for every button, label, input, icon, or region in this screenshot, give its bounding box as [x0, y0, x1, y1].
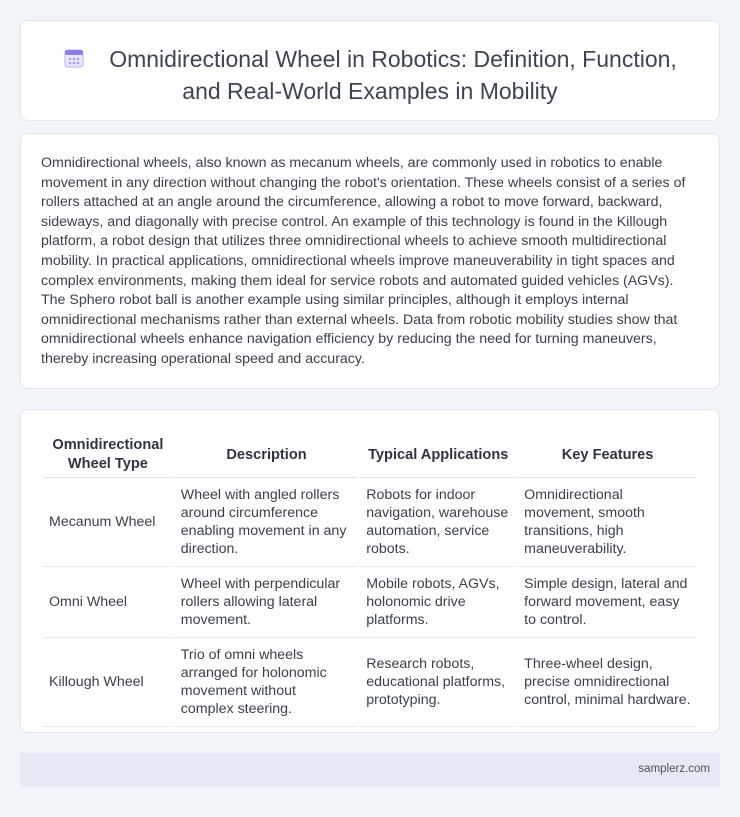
header-card	[20, 20, 720, 121]
column-header-description: Description	[175, 431, 358, 478]
wheel-types-table	[41, 431, 699, 727]
footer-bar	[20, 753, 720, 787]
column-header-type: Omnidirectional Wheel Type	[43, 431, 173, 478]
table-header-row	[43, 431, 697, 478]
cell-description: Wheel with perpendicular rollers allowing lateral movement.	[175, 567, 358, 638]
cell-description: Trio of omni wheels arranged for holonomic movement without complex steering.	[175, 638, 358, 727]
column-header-applications: Typical Applications	[360, 431, 516, 478]
cell-description: Wheel with angled rollers around circumference enabling movement in any direction.	[175, 478, 358, 567]
table-row	[43, 638, 697, 727]
table-row	[43, 567, 697, 638]
cell-features: Three-wheel design, precise omnidirectional control, minimal hardware.	[518, 638, 697, 727]
cell-applications: Mobile robots, AGVs, holonomic drive platforms.	[360, 567, 516, 638]
column-header-features: Key Features	[518, 431, 697, 478]
calendar-icon	[63, 47, 85, 69]
cell-features: Omnidirectional movement, smooth transitions, high maneuverability.	[518, 478, 697, 567]
table-card	[20, 409, 720, 733]
cell-type: Omni Wheel	[43, 567, 173, 638]
intro-paragraph: Omnidirectional wheels, also known as mecanum wheels, are commonly used in robotics to enable movement in any direction without changing the robot's orientation. These wheels consist of a series of rollers attached at an angle around the circumference, allowing a robot to move forward, backward, sideways, and diagonally with precise control. An example of this technology is found in the Killough platform, a robot design that utilizes three omnidirectional wheels to achieve smooth multidirectional mobility. In practical applications, omnidirectional wheels improve maneuverability in tight spaces and complex environments, making them ideal for service robots and automated guided vehicles (AGVs). The Sphero robot ball is another example using similar principles, although it employs internal omnidirectional mechanisms rather than external wheels. Data from robotic mobility studies show that omnidirectional wheels enhance navigation efficiency by reducing the need for turning maneuvers, thereby increasing operational speed and accuracy.	[41, 155, 686, 367]
footer-site-link[interactable]: samplerz.com	[638, 763, 710, 775]
cell-type: Mecanum Wheel	[43, 478, 173, 567]
cell-applications: Robots for indoor navigation, warehouse automation, service robots.	[360, 478, 516, 567]
cell-type: Killough Wheel	[43, 638, 173, 727]
page-title-container	[51, 43, 689, 107]
cell-features: Simple design, lateral and forward movement, easy to control.	[518, 567, 697, 638]
intro-card	[20, 133, 720, 389]
page-title: Omnidirectional Wheel in Robotics: Definition, Function, and Real-World Examples in Mobility	[109, 46, 677, 104]
table-row	[43, 478, 697, 567]
cell-applications: Research robots, educational platforms, prototyping.	[360, 638, 516, 727]
